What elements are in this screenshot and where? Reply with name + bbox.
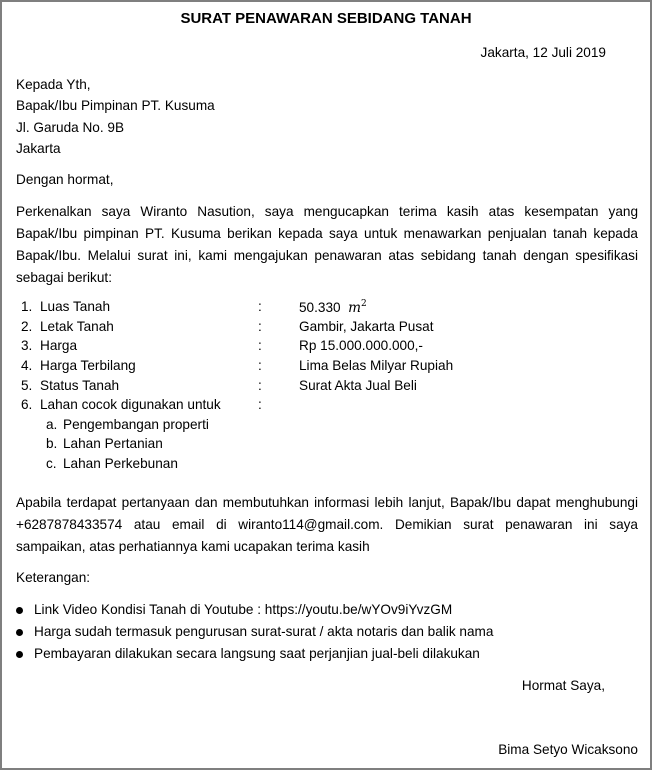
use-letter: a.: [46, 417, 58, 432]
use-letter: c.: [46, 456, 57, 471]
contact-paragraph: Apabila terdapat pertanyaan dan membutuhkan informasi lebih lanjut, Bapak/Ibu dapat menghubungi +6287878433574 atau email di wiranto114@gmail.com. Demikian surat penawaran ini saya sampaikan, atas perhatiannya kami ucapakan terima kasih: [16, 495, 638, 554]
spec-value: [299, 299, 367, 316]
bullet-icon: [16, 629, 23, 636]
unit-base: m: [348, 300, 362, 316]
spec-label: Status Tanah: [40, 378, 120, 393]
spec-colon: :: [258, 299, 262, 314]
spec-number: 3.: [21, 338, 33, 353]
recipient-line: Jl. Garuda No. 9B: [16, 120, 125, 135]
place-date: Jakarta, 12 Juli 2019: [480, 45, 606, 60]
spec-label: Harga: [40, 338, 78, 353]
spec-number: 6.: [21, 397, 33, 412]
recipient-line: Kepada Yth,: [16, 77, 91, 92]
use-label: Lahan Perkebunan: [63, 456, 178, 471]
spec-value: Surat Akta Jual Beli: [299, 378, 417, 393]
spec-colon: :: [258, 358, 262, 373]
spec-value: Lima Belas Milyar Rupiah: [299, 358, 454, 373]
signer-name: Bima Setyo Wicaksono: [498, 742, 638, 757]
spec-label: Harga Terbilang: [40, 358, 136, 373]
recipient-line: Bapak/Ibu Pimpinan PT. Kusuma: [16, 98, 215, 113]
spec-label: Lahan cocok digunakan untuk: [40, 397, 221, 412]
notes-heading: Keterangan:: [16, 570, 91, 585]
spec-colon: :: [258, 378, 262, 393]
spec-number: 2.: [21, 319, 33, 334]
intro-paragraph: Perkenalkan saya Wiranto Nasution, saya mengucapkan terima kasih atas kesempatan yang Bapak/Ibu pimpinan PT. Kusuma berikan kepada saya untuk menawarkan penjualan tanah kepada Bapak/Ibu. Melalui surat ini, kami mengajukan penawaran atas sebidang tanah dengan spesifikasi sebagai berikut:: [16, 204, 638, 285]
use-letter: b.: [46, 436, 58, 451]
spec-colon: :: [258, 397, 262, 412]
note-item: Link Video Kondisi Tanah di Youtube : https://youtu.be/wYOv9iYvzGM: [34, 602, 453, 617]
note-item: Pembayaran dilakukan secara langsung saat perjanjian jual-beli dilakukan: [34, 646, 480, 661]
spec-value: Rp 15.000.000.000,-: [299, 338, 423, 353]
use-label: Pengembangan properti: [63, 417, 209, 432]
bullet-icon: [16, 607, 23, 614]
spec-value: Gambir, Jakarta Pusat: [299, 319, 434, 334]
bullet-icon: [16, 651, 23, 658]
spec-number: 1.: [21, 299, 33, 314]
spec-number: 4.: [21, 358, 33, 373]
spec-colon: :: [258, 319, 262, 334]
spec-number: 5.: [21, 378, 33, 393]
note-item: Harga sudah termasuk pengurusan surat-surat / akta notaris dan balik nama: [34, 624, 494, 639]
recipient-line: Jakarta: [16, 141, 61, 156]
area-unit: [348, 300, 367, 316]
letter-title: SURAT PENAWARAN SEBIDANG TANAH: [180, 10, 472, 27]
closing: Hormat Saya,: [521, 678, 605, 693]
area-value: 50.330: [299, 300, 341, 315]
unit-exponent: 2: [361, 299, 367, 309]
greeting: Dengan hormat,: [16, 172, 114, 187]
spec-colon: :: [258, 338, 262, 353]
spec-label: Luas Tanah: [40, 299, 111, 314]
use-label: Lahan Pertanian: [63, 436, 163, 451]
spec-label: Letak Tanah: [40, 319, 114, 334]
